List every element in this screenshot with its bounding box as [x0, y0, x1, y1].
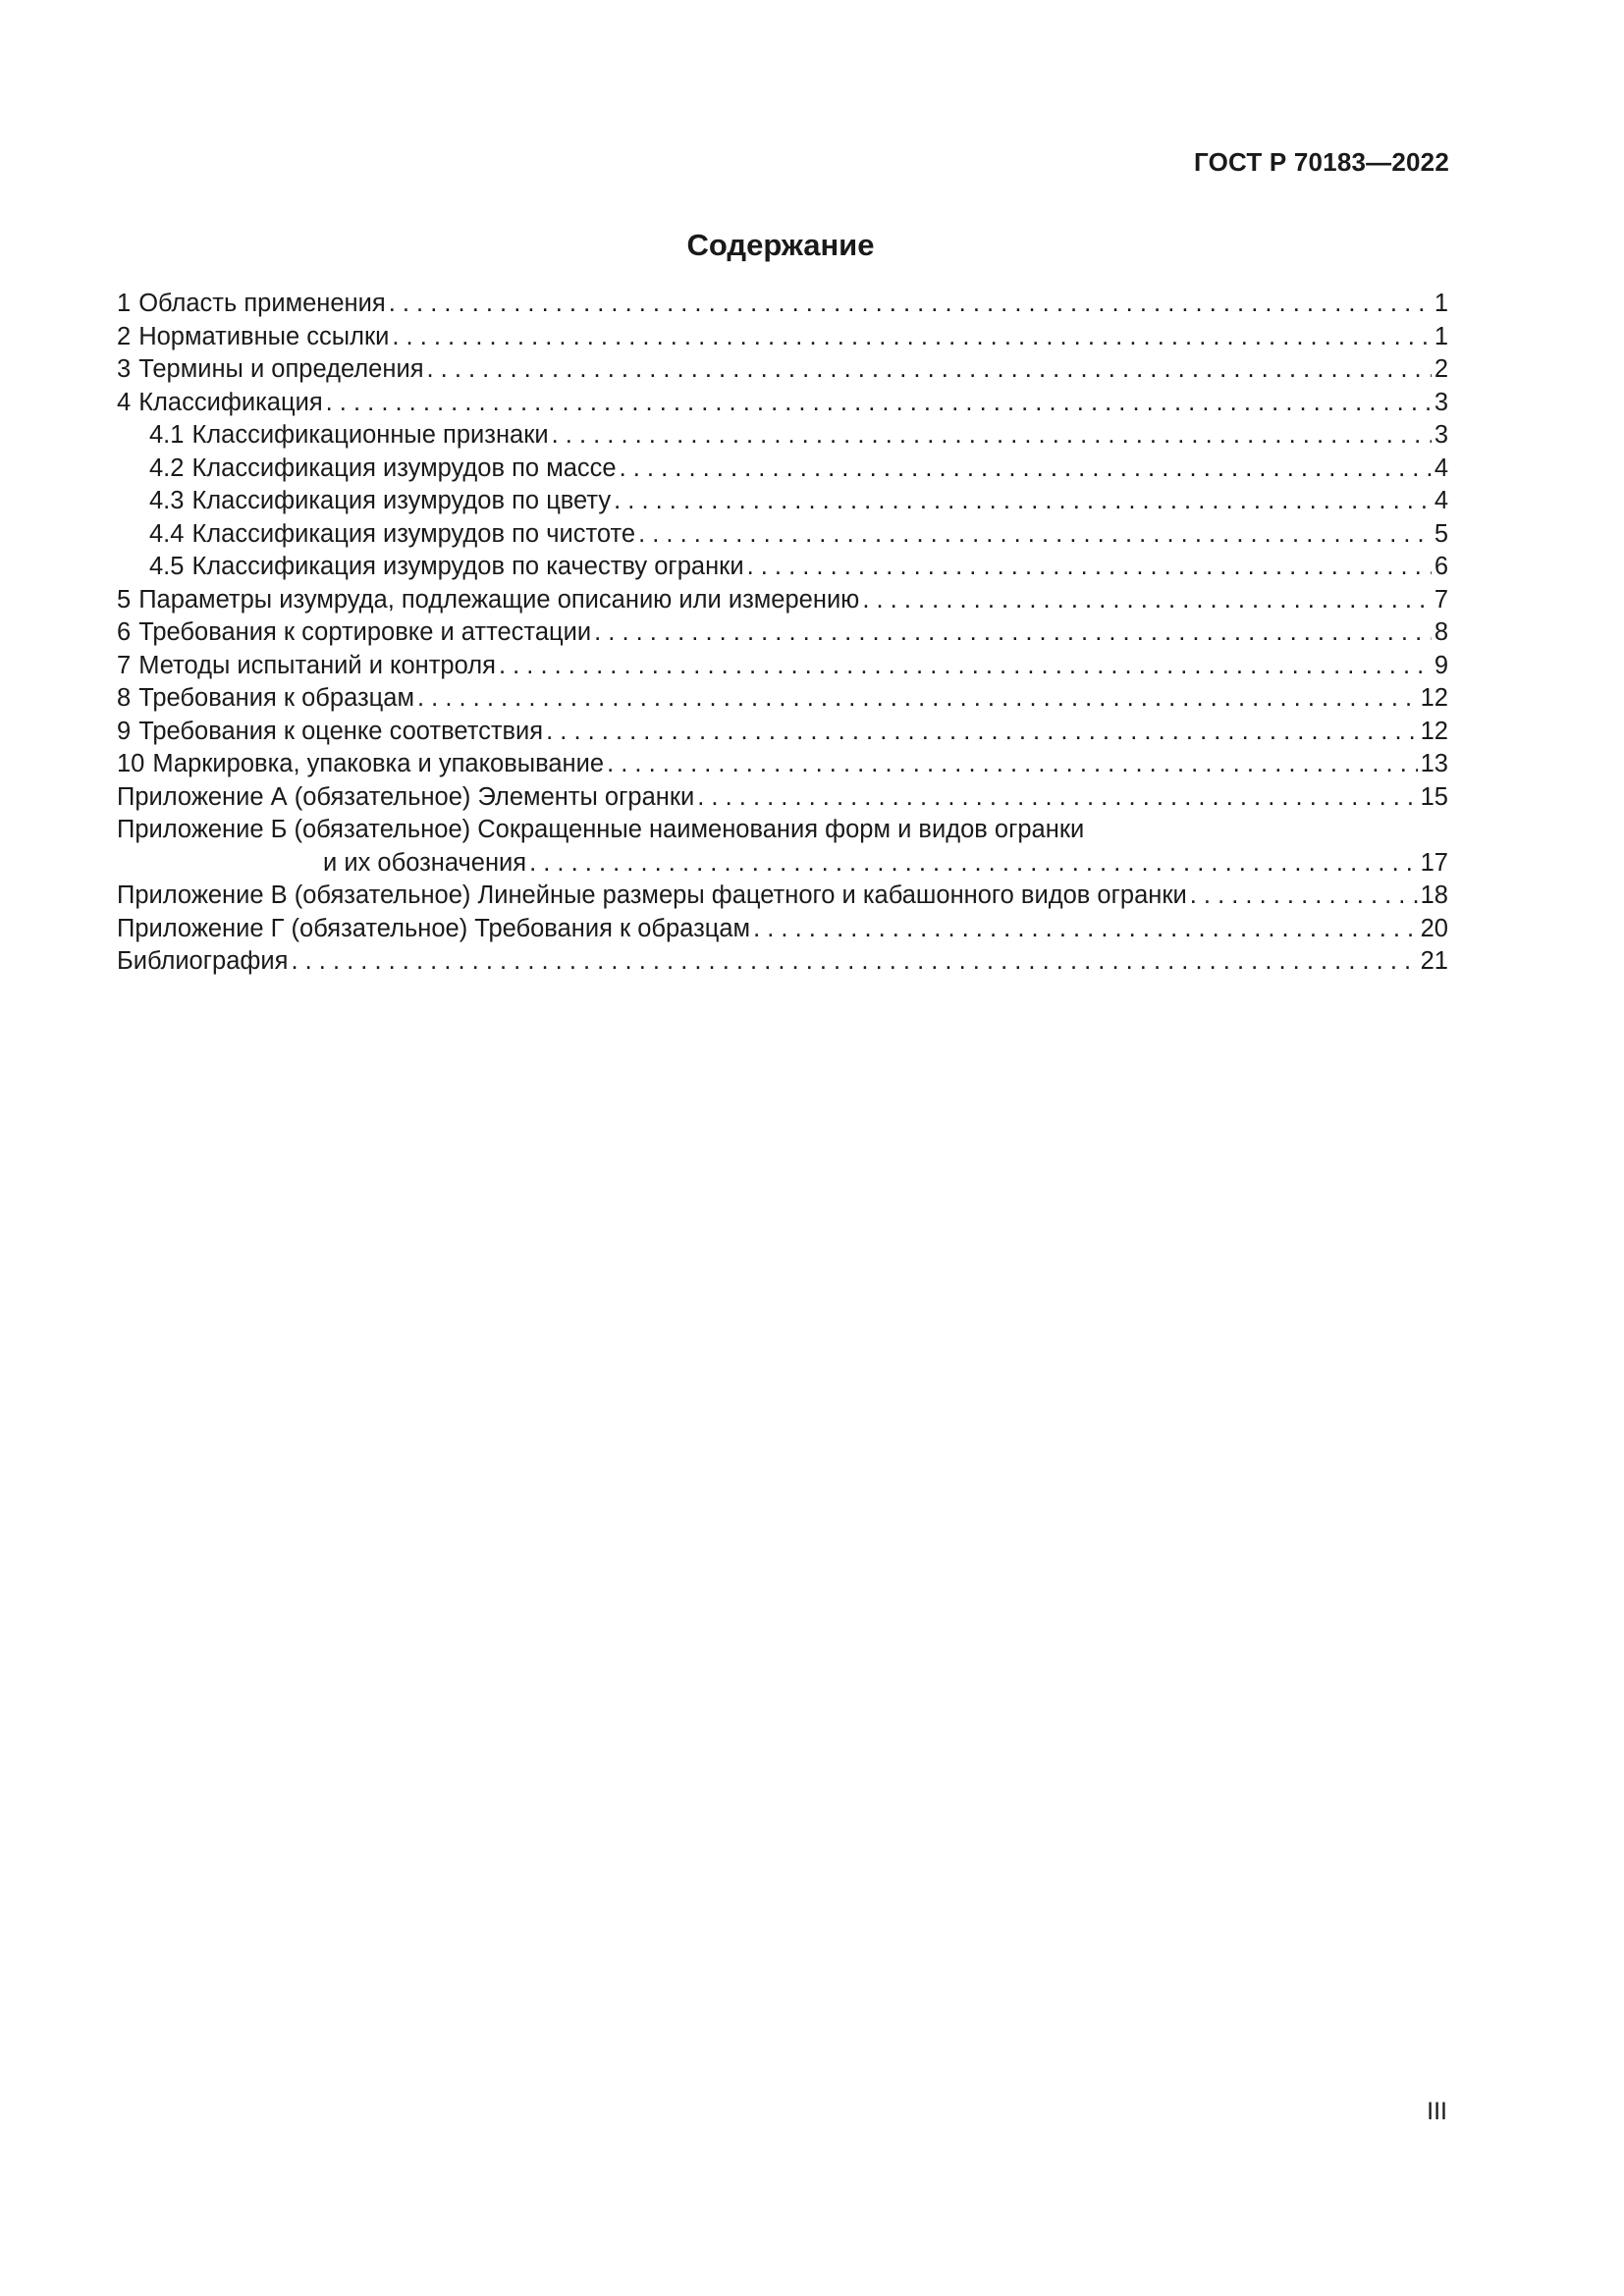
- toc-entry-title: Классификация изумрудов по качеству огранки: [191, 553, 744, 580]
- toc-entry-number: 10: [117, 750, 145, 777]
- toc-entry-page: 1: [1434, 290, 1448, 317]
- toc-entry-label: [149, 518, 635, 552]
- toc-dot-leader: [620, 453, 1432, 486]
- toc-subentry[interactable]: [117, 419, 1448, 453]
- toc-entry-label: [117, 650, 496, 683]
- toc-dot-leader: [499, 650, 1432, 683]
- toc-dot-leader: [607, 748, 1418, 781]
- toc-appendix-a[interactable]: [117, 781, 1448, 815]
- toc-entry-title: Классификация изумрудов по чистоте: [191, 519, 636, 548]
- toc-entry-page: 12: [1420, 717, 1448, 745]
- toc-entry-title: Классификация изумрудов по цвету: [191, 487, 612, 514]
- toc-subentry[interactable]: [117, 453, 1448, 486]
- toc-entry-page: 7: [1434, 585, 1448, 614]
- document-code: ГОСТ Р 70183—2022: [1194, 147, 1449, 177]
- toc-entry-title: Классификационные признаки: [191, 421, 549, 449]
- toc-dot-leader: [552, 419, 1432, 453]
- toc-entry-page: 3: [1434, 421, 1448, 449]
- toc-entry-number: 4.5: [149, 553, 185, 580]
- toc-dot-leader: [427, 353, 1432, 387]
- toc-title: Содержание: [686, 228, 875, 262]
- toc-dot-leader: [326, 387, 1432, 420]
- toc-entry-page: 1: [1434, 322, 1448, 350]
- toc-entry-label: [149, 453, 617, 486]
- toc-entry-title: Нормативные ссылки: [138, 322, 390, 350]
- toc-entry[interactable]: [117, 616, 1448, 650]
- toc-dot-leader: [614, 485, 1432, 518]
- toc-entry[interactable]: [117, 387, 1448, 420]
- toc-entry-label: [117, 716, 543, 749]
- toc-entry[interactable]: [117, 584, 1448, 617]
- toc-dot-leader: [594, 616, 1432, 650]
- toc-entry-number: 2: [117, 322, 132, 350]
- toc-entry-title: Библиография: [117, 947, 289, 975]
- toc-dot-leader: [392, 321, 1431, 354]
- toc-subentry[interactable]: [117, 485, 1448, 518]
- toc-entry-title: Приложение Б (обязательное) Сокращенные наименования форм и видов огранки: [117, 816, 1085, 843]
- toc-entry-number: 1: [117, 290, 132, 317]
- toc-entry-number: 3: [117, 355, 132, 383]
- toc-entry-page: 21: [1420, 947, 1448, 975]
- toc-entry-title: Требования к оценке соответствия: [138, 717, 544, 745]
- toc-dot-leader: [753, 913, 1418, 946]
- toc-appendix-v[interactable]: [117, 880, 1448, 913]
- toc-entry-label: [117, 682, 414, 716]
- toc-entry-number: 9: [117, 717, 132, 745]
- toc-entry[interactable]: [117, 682, 1448, 716]
- toc-entry-page: 9: [1434, 651, 1448, 679]
- toc-entry-title: и их обозначения: [323, 848, 527, 877]
- toc-entry-label: [117, 387, 323, 420]
- toc-subentry[interactable]: [117, 518, 1448, 552]
- toc-entry-title: Область применения: [138, 290, 386, 317]
- toc-entry[interactable]: [117, 288, 1448, 321]
- toc-entry-page: 8: [1434, 618, 1448, 646]
- toc-dot-leader: [291, 945, 1417, 979]
- toc-entry-number: 5: [117, 585, 132, 614]
- toc-entry-page: 6: [1434, 553, 1448, 580]
- toc-entry-label: [117, 616, 591, 650]
- page-number: III: [1427, 2098, 1447, 2125]
- toc-entry[interactable]: [117, 650, 1448, 683]
- toc-dot-leader: [697, 781, 1417, 815]
- toc-subentry[interactable]: [117, 551, 1448, 584]
- toc-dot-leader: [862, 584, 1432, 617]
- toc-dot-leader: [529, 847, 1418, 881]
- toc-appendix-b[interactable]: [117, 814, 1448, 847]
- toc-entry-number: 6: [117, 618, 132, 646]
- toc-entry-page: 2: [1434, 355, 1448, 383]
- toc-bibliography[interactable]: [117, 945, 1448, 979]
- toc-entry-number: 8: [117, 684, 132, 712]
- toc-entry-title: Маркировка, упаковка и упаковывание: [152, 750, 605, 777]
- toc-dot-leader: [747, 551, 1432, 584]
- toc-entry-label: [149, 551, 744, 584]
- toc-entry-label: [149, 485, 611, 518]
- toc-entry-page: 20: [1420, 914, 1448, 942]
- toc-entry-page: 3: [1434, 388, 1448, 416]
- toc-entry-page: 12: [1420, 684, 1448, 712]
- toc-entry-title: Требования к сортировке и аттестации: [138, 618, 592, 646]
- toc-entry-title: Приложение В (обязательное) Линейные размеры фацетного и кабашонного видов огранки: [117, 881, 1187, 909]
- toc-entry-number: 4: [117, 388, 132, 416]
- toc-entry-label: [117, 748, 604, 781]
- toc-appendix-g[interactable]: [117, 913, 1448, 946]
- toc-entry-title: Параметры изумруда, подлежащие описанию или измерению: [138, 585, 860, 614]
- toc-entry-title: Термины и определения: [138, 355, 424, 383]
- toc-entry[interactable]: [117, 353, 1448, 387]
- table-of-contents: [117, 288, 1448, 979]
- toc-entry-label: [117, 288, 386, 321]
- toc-entry-page: 13: [1420, 750, 1448, 777]
- toc-entry-page: 5: [1434, 519, 1448, 548]
- toc-entry-page: 17: [1420, 848, 1448, 877]
- toc-entry-number: 4.4: [149, 519, 185, 548]
- toc-entry-number: 4.1: [149, 421, 185, 449]
- toc-dot-leader: [546, 716, 1418, 749]
- toc-entry-title: Классификация изумрудов по массе: [191, 454, 617, 482]
- toc-entry-label: [117, 353, 424, 387]
- toc-dot-leader: [1190, 880, 1418, 913]
- toc-entry-page: 4: [1434, 487, 1448, 514]
- toc-entry-label: [117, 584, 859, 617]
- toc-dot-leader: [389, 288, 1432, 321]
- toc-entry-title: Приложение Г (обязательное) Требования к образцам: [117, 914, 751, 942]
- toc-entry-title: Требования к образцам: [138, 684, 414, 712]
- toc-entry-page: 4: [1434, 454, 1448, 482]
- toc-entry-number: 4.2: [149, 454, 185, 482]
- toc-dot-leader: [417, 682, 1418, 716]
- toc-entry[interactable]: [117, 321, 1448, 354]
- toc-entry-page: 15: [1420, 782, 1448, 811]
- toc-entry-label: [149, 419, 549, 453]
- toc-entry-title: Методы испытаний и контроля: [138, 651, 496, 679]
- toc-entry-label: [117, 321, 389, 354]
- toc-entry[interactable]: [117, 716, 1448, 749]
- toc-entry[interactable]: [117, 748, 1448, 781]
- toc-entry-page: 18: [1420, 881, 1448, 909]
- toc-dot-leader: [638, 518, 1432, 552]
- toc-entry-title: Классификация: [138, 388, 323, 416]
- toc-entry-title: Приложение А (обязательное) Элементы огранки: [117, 782, 695, 811]
- toc-entry-number: 4.3: [149, 487, 185, 514]
- toc-appendix-b-continuation[interactable]: [117, 847, 1448, 881]
- toc-entry-number: 7: [117, 651, 132, 679]
